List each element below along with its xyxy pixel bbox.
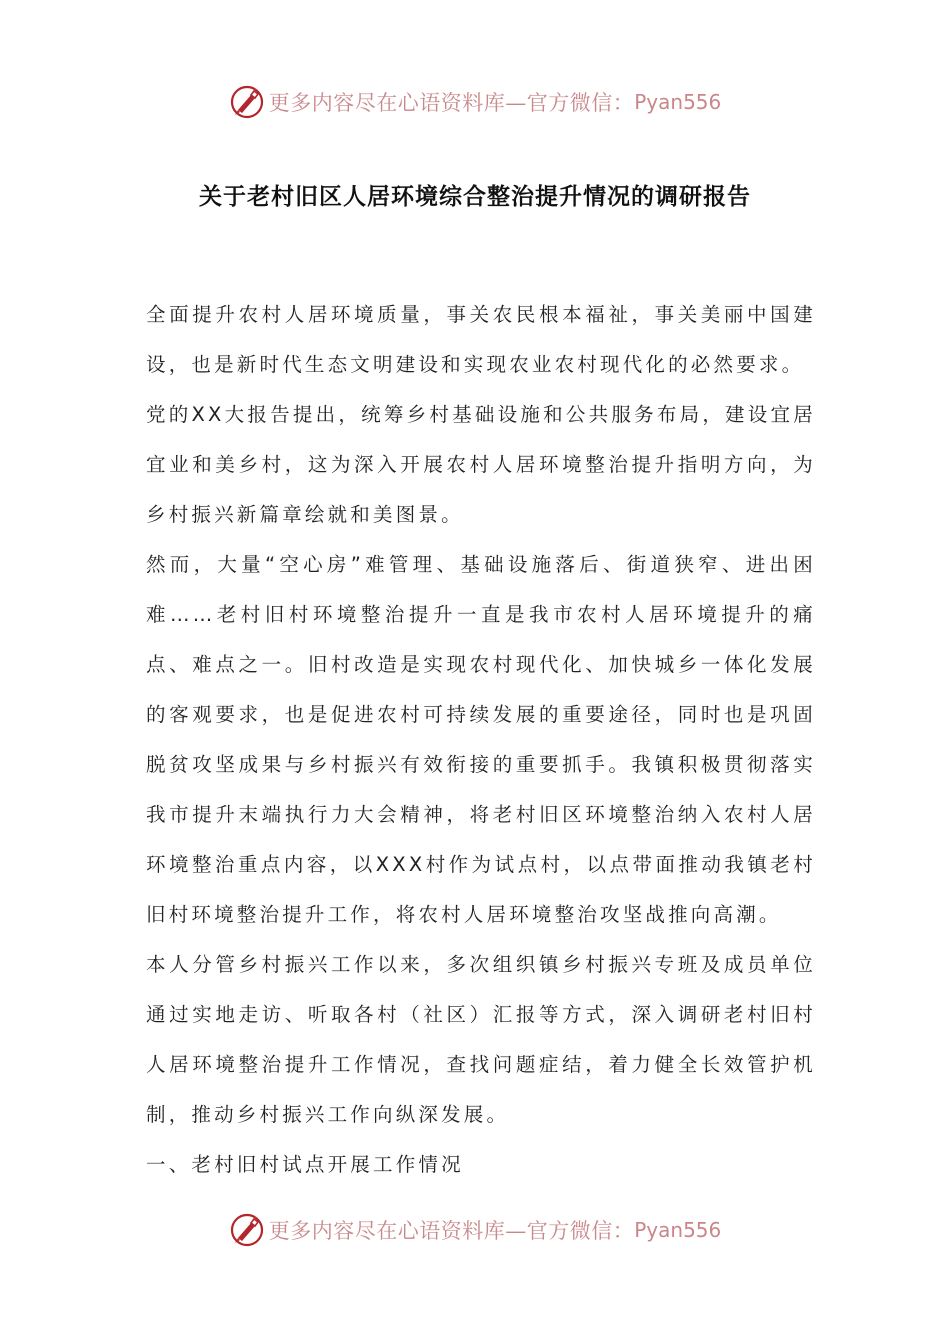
pen-nib-logo-icon — [229, 1212, 265, 1248]
document-body — [146, 290, 816, 1190]
pen-nib-logo-icon — [229, 84, 265, 120]
header-wechat-id: Pyan556 — [634, 90, 722, 114]
paragraph-report: 党的XX大报告提出，统筹乡村基础设施和公共服务布局，建设宜居宜业和美乡村，这为深入开展农村人居环境整治提升指明方向，为乡村振兴新篇章绘就和美图景。 — [146, 403, 816, 526]
header-banner-text: 更多内容尽在心语资料库—官方微信： — [268, 91, 635, 115]
section-heading: 一、老村旧村试点开展工作情况 — [146, 1153, 464, 1176]
paragraph-problems: 然而，大量“空心房”难管理、基础设施落后、街道狭窄、进出困难……老村旧村环境整治提升一直是我市农村人居环境提升的痛点、难点之一。旧村改造是实现农村现代化、加快城乡一体化发展的客观要求，也是促进农村可持续发展的重要途径，同时也是巩固脱贫攻坚成果与乡村振兴有效衔接的重要抓手。我镇积极贯彻落实我市提升末端执行力大会精神，将老村旧区环境整治纳入农村人居环境整治重点内容，以XXX村作为试点村，以点带面推动我镇老村旧村环境整治提升工作，将农村人居环境整治攻坚战推向高潮。 — [146, 553, 816, 926]
document-title: 关于老村旧区人居环境综合整治提升情况的调研报告 — [199, 184, 751, 210]
paragraph-investigation: 本人分管乡村振兴工作以来，多次组织镇乡村振兴专班及成员单位通过实地走访、听取各村（社区）汇报等方式，深入调研老村旧村人居环境整治提升工作情况，查找问题症结，着力健全长效管护机制，推动乡村振兴工作向纵深发展。 — [146, 953, 816, 1126]
footer-banner — [0, 1206, 950, 1254]
footer-banner-text: 更多内容尽在心语资料库—官方微信： — [268, 1219, 635, 1243]
header-banner — [0, 78, 950, 126]
footer-wechat-id: Pyan556 — [634, 1218, 722, 1242]
paragraph-intro: 全面提升农村人居环境质量，事关农民根本福祉，事关美丽中国建设，也是新时代生态文明建设和实现农业农村现代化的必然要求。 — [146, 303, 816, 376]
